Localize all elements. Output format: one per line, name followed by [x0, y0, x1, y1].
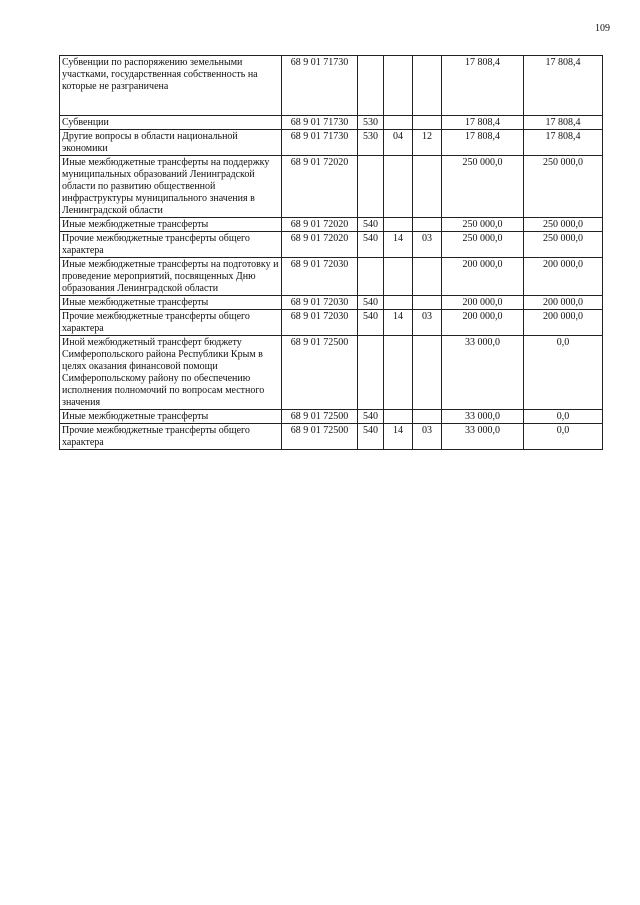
- row-pr: [413, 258, 442, 296]
- row-rz: [384, 296, 413, 310]
- row-code: 68 9 01 72500: [282, 336, 358, 410]
- row-amount-2: 200 000,0: [524, 296, 603, 310]
- row-amount-2: 17 808,4: [524, 130, 603, 156]
- row-name: Иные межбюджетные трансферты: [60, 410, 282, 424]
- row-amount-1: 17 808,4: [442, 116, 524, 130]
- table-row: [60, 410, 603, 424]
- budget-table: [59, 55, 603, 450]
- table-row: [60, 218, 603, 232]
- row-vr: [358, 156, 384, 218]
- row-amount-1: 250 000,0: [442, 232, 524, 258]
- row-amount-2: 200 000,0: [524, 258, 603, 296]
- row-amount-2: 0,0: [524, 410, 603, 424]
- row-amount-1: 33 000,0: [442, 336, 524, 410]
- row-vr: 540: [358, 424, 384, 450]
- row-name: Иные межбюджетные трансферты: [60, 218, 282, 232]
- row-pr: 03: [413, 310, 442, 336]
- row-vr: [358, 258, 384, 296]
- row-code: 68 9 01 72020: [282, 218, 358, 232]
- row-vr: 540: [358, 232, 384, 258]
- row-vr: [358, 56, 384, 116]
- row-pr: 03: [413, 232, 442, 258]
- row-rz: 14: [384, 232, 413, 258]
- row-rz: [384, 156, 413, 218]
- row-amount-1: 200 000,0: [442, 258, 524, 296]
- row-name: Иной межбюджетный трансферт бюджету Симферопольского района Республики Крым в целях оказания финансовой помощи Симферопольскому району по обеспечению исполнения полномочий по вопросам местного значения: [60, 336, 282, 410]
- row-amount-2: 0,0: [524, 336, 603, 410]
- row-amount-2: 200 000,0: [524, 310, 603, 336]
- row-code: 68 9 01 72020: [282, 156, 358, 218]
- row-code: 68 9 01 72030: [282, 296, 358, 310]
- row-rz: [384, 410, 413, 424]
- row-name: Прочие межбюджетные трансферты общего характера: [60, 232, 282, 258]
- row-rz: [384, 56, 413, 116]
- row-amount-2: 17 808,4: [524, 116, 603, 130]
- table-row: [60, 258, 603, 296]
- row-pr: [413, 116, 442, 130]
- row-amount-1: 250 000,0: [442, 156, 524, 218]
- row-amount-1: 250 000,0: [442, 218, 524, 232]
- row-vr: 530: [358, 130, 384, 156]
- row-rz: 14: [384, 424, 413, 450]
- row-name: Субвенции: [60, 116, 282, 130]
- page-number: 109: [595, 23, 610, 34]
- table-row: [60, 232, 603, 258]
- row-name: Прочие межбюджетные трансферты общего характера: [60, 310, 282, 336]
- row-code: 68 9 01 72500: [282, 424, 358, 450]
- row-rz: [384, 116, 413, 130]
- row-pr: [413, 218, 442, 232]
- row-amount-2: 17 808,4: [524, 56, 603, 116]
- table-row: [60, 116, 603, 130]
- table-row: [60, 310, 603, 336]
- row-vr: [358, 336, 384, 410]
- row-name: Иные межбюджетные трансферты на поддержку муниципальных образований Ленинградской области по развитию общественной инфраструктуры муниципального значения в Ленинградской области: [60, 156, 282, 218]
- row-pr: [413, 156, 442, 218]
- table-row: [60, 156, 603, 218]
- row-vr: 540: [358, 296, 384, 310]
- row-pr: 12: [413, 130, 442, 156]
- row-amount-1: 200 000,0: [442, 310, 524, 336]
- row-code: 68 9 01 71730: [282, 130, 358, 156]
- row-name: Другие вопросы в области национальной экономики: [60, 130, 282, 156]
- row-amount-1: 17 808,4: [442, 56, 524, 116]
- row-pr: [413, 296, 442, 310]
- row-rz: 14: [384, 310, 413, 336]
- row-amount-2: 0,0: [524, 424, 603, 450]
- row-amount-2: 250 000,0: [524, 156, 603, 218]
- row-vr: 540: [358, 410, 384, 424]
- table-row: [60, 336, 603, 410]
- row-name: Субвенции по распоряжению земельными участками, государственная собственность на которые не разграничена: [60, 56, 282, 116]
- row-code: 68 9 01 71730: [282, 116, 358, 130]
- row-vr: 530: [358, 116, 384, 130]
- table-row: [60, 424, 603, 450]
- row-code: 68 9 01 71730: [282, 56, 358, 116]
- table-row: [60, 296, 603, 310]
- row-rz: [384, 336, 413, 410]
- row-amount-1: 17 808,4: [442, 130, 524, 156]
- row-code: 68 9 01 72500: [282, 410, 358, 424]
- table-row: [60, 56, 603, 116]
- row-name: Прочие межбюджетные трансферты общего характера: [60, 424, 282, 450]
- row-code: 68 9 01 72030: [282, 310, 358, 336]
- row-amount-1: 200 000,0: [442, 296, 524, 310]
- row-pr: 03: [413, 424, 442, 450]
- row-code: 68 9 01 72030: [282, 258, 358, 296]
- row-amount-1: 33 000,0: [442, 410, 524, 424]
- row-amount-1: 33 000,0: [442, 424, 524, 450]
- row-name: Иные межбюджетные трансферты на подготовку и проведение мероприятий, посвященных Дню образования Ленинградской области: [60, 258, 282, 296]
- row-rz: [384, 218, 413, 232]
- row-pr: [413, 56, 442, 116]
- row-rz: 04: [384, 130, 413, 156]
- row-pr: [413, 336, 442, 410]
- row-vr: 540: [358, 218, 384, 232]
- row-vr: 540: [358, 310, 384, 336]
- row-rz: [384, 258, 413, 296]
- row-amount-2: 250 000,0: [524, 232, 603, 258]
- row-name: Иные межбюджетные трансферты: [60, 296, 282, 310]
- row-amount-2: 250 000,0: [524, 218, 603, 232]
- row-pr: [413, 410, 442, 424]
- table-row: [60, 130, 603, 156]
- row-code: 68 9 01 72020: [282, 232, 358, 258]
